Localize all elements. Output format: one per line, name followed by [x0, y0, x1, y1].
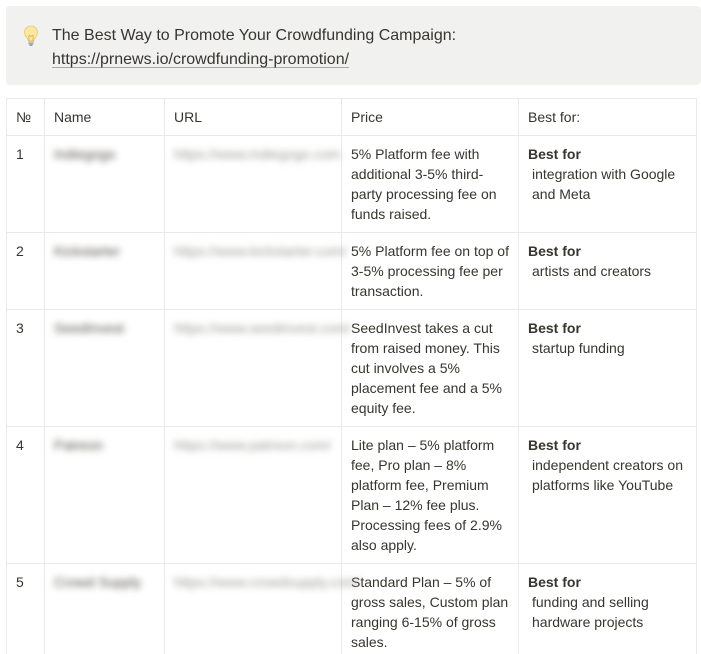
table-row — [7, 136, 697, 233]
header-number: № — [7, 99, 45, 136]
callout-title: The Best Way to Promote Your Crowdfunding Campaign: — [52, 27, 457, 44]
best-for-label: Best for — [528, 146, 581, 162]
best-for-label: Best for — [528, 320, 581, 336]
url-text[interactable]: https://www.crowdsupply.com/ — [174, 574, 361, 590]
cell-number: 5 — [7, 564, 45, 654]
cell-best-for — [519, 564, 697, 654]
cell-number: 1 — [7, 136, 45, 233]
cell-best-for — [519, 233, 697, 310]
cell-name — [45, 233, 165, 310]
table-row — [7, 310, 697, 427]
callout-text — [52, 24, 456, 72]
best-for-text: startup funding — [532, 340, 625, 356]
promotion-link[interactable]: https://prnews.io/crowdfunding-promotion/ — [52, 51, 350, 68]
url-text[interactable]: https://www.patreon.com/ — [174, 437, 332, 453]
best-for-label: Best for — [528, 243, 581, 259]
name-text: Kickstarter — [54, 243, 121, 259]
best-for-text: independent creators on platforms like YouTube — [532, 457, 683, 493]
name-text: Indiegogo — [54, 146, 116, 162]
best-for-text: integration with Google and Meta — [532, 166, 676, 202]
cell-url[interactable] — [165, 427, 342, 564]
url-text[interactable]: https://www.indiegogo.com — [174, 146, 341, 162]
best-for-label: Best for — [528, 574, 581, 590]
header-url: URL — [165, 99, 342, 136]
name-text: Patreon — [54, 437, 104, 453]
cell-price: 5% Platform fee on top of 3-5% processing fee per transaction. — [342, 233, 519, 310]
lightbulb-icon — [23, 24, 39, 48]
header-best-for: Best for: — [519, 99, 697, 136]
header-price: Price — [342, 99, 519, 136]
cell-price: Lite plan – 5% platform fee, Pro plan – 8% platform fee, Premium Plan – 12% fee plus. Processing fees of 2.9% also apply. — [342, 427, 519, 564]
cell-url[interactable] — [165, 564, 361, 654]
cell-url[interactable] — [165, 233, 347, 310]
url-text[interactable]: https://www.seedinvest.com/ — [174, 320, 351, 336]
cell-url[interactable] — [165, 310, 351, 427]
cell-url[interactable] — [165, 136, 342, 233]
table-row — [7, 564, 697, 654]
cell-name — [45, 136, 165, 233]
best-for-label: Best for — [528, 437, 581, 453]
cell-best-for — [519, 427, 697, 564]
cell-name — [45, 564, 165, 654]
cell-best-for — [519, 136, 697, 233]
cell-price: SeedInvest takes a cut from raised money. This cut involves a 5% placement fee and a 5% equity fee. — [342, 310, 519, 427]
best-for-text: artists and creators — [532, 263, 652, 279]
crowdfunding-table — [6, 98, 697, 654]
cell-best-for — [519, 310, 697, 427]
table-row — [7, 233, 697, 310]
name-text: Crowd Supply — [54, 574, 142, 590]
cell-number: 3 — [7, 310, 45, 427]
header-name: Name — [45, 99, 165, 136]
name-text: SeedInvest — [54, 320, 125, 336]
cell-number: 2 — [7, 233, 45, 310]
cell-name — [45, 310, 165, 427]
cell-price: Standard Plan – 5% of gross sales, Custom plan ranging 6-15% of gross sales. — [342, 564, 519, 654]
url-text[interactable]: https://www.kickstarter.com/ — [174, 243, 347, 259]
table-row — [7, 427, 697, 564]
callout-block — [6, 6, 701, 85]
cell-name — [45, 427, 165, 564]
cell-price: 5% Platform fee with additional 3-5% third-party processing fee on funds raised. — [342, 136, 519, 233]
table-header-row — [7, 99, 697, 136]
best-for-text: funding and selling hardware projects — [532, 594, 649, 630]
cell-number: 4 — [7, 427, 45, 564]
